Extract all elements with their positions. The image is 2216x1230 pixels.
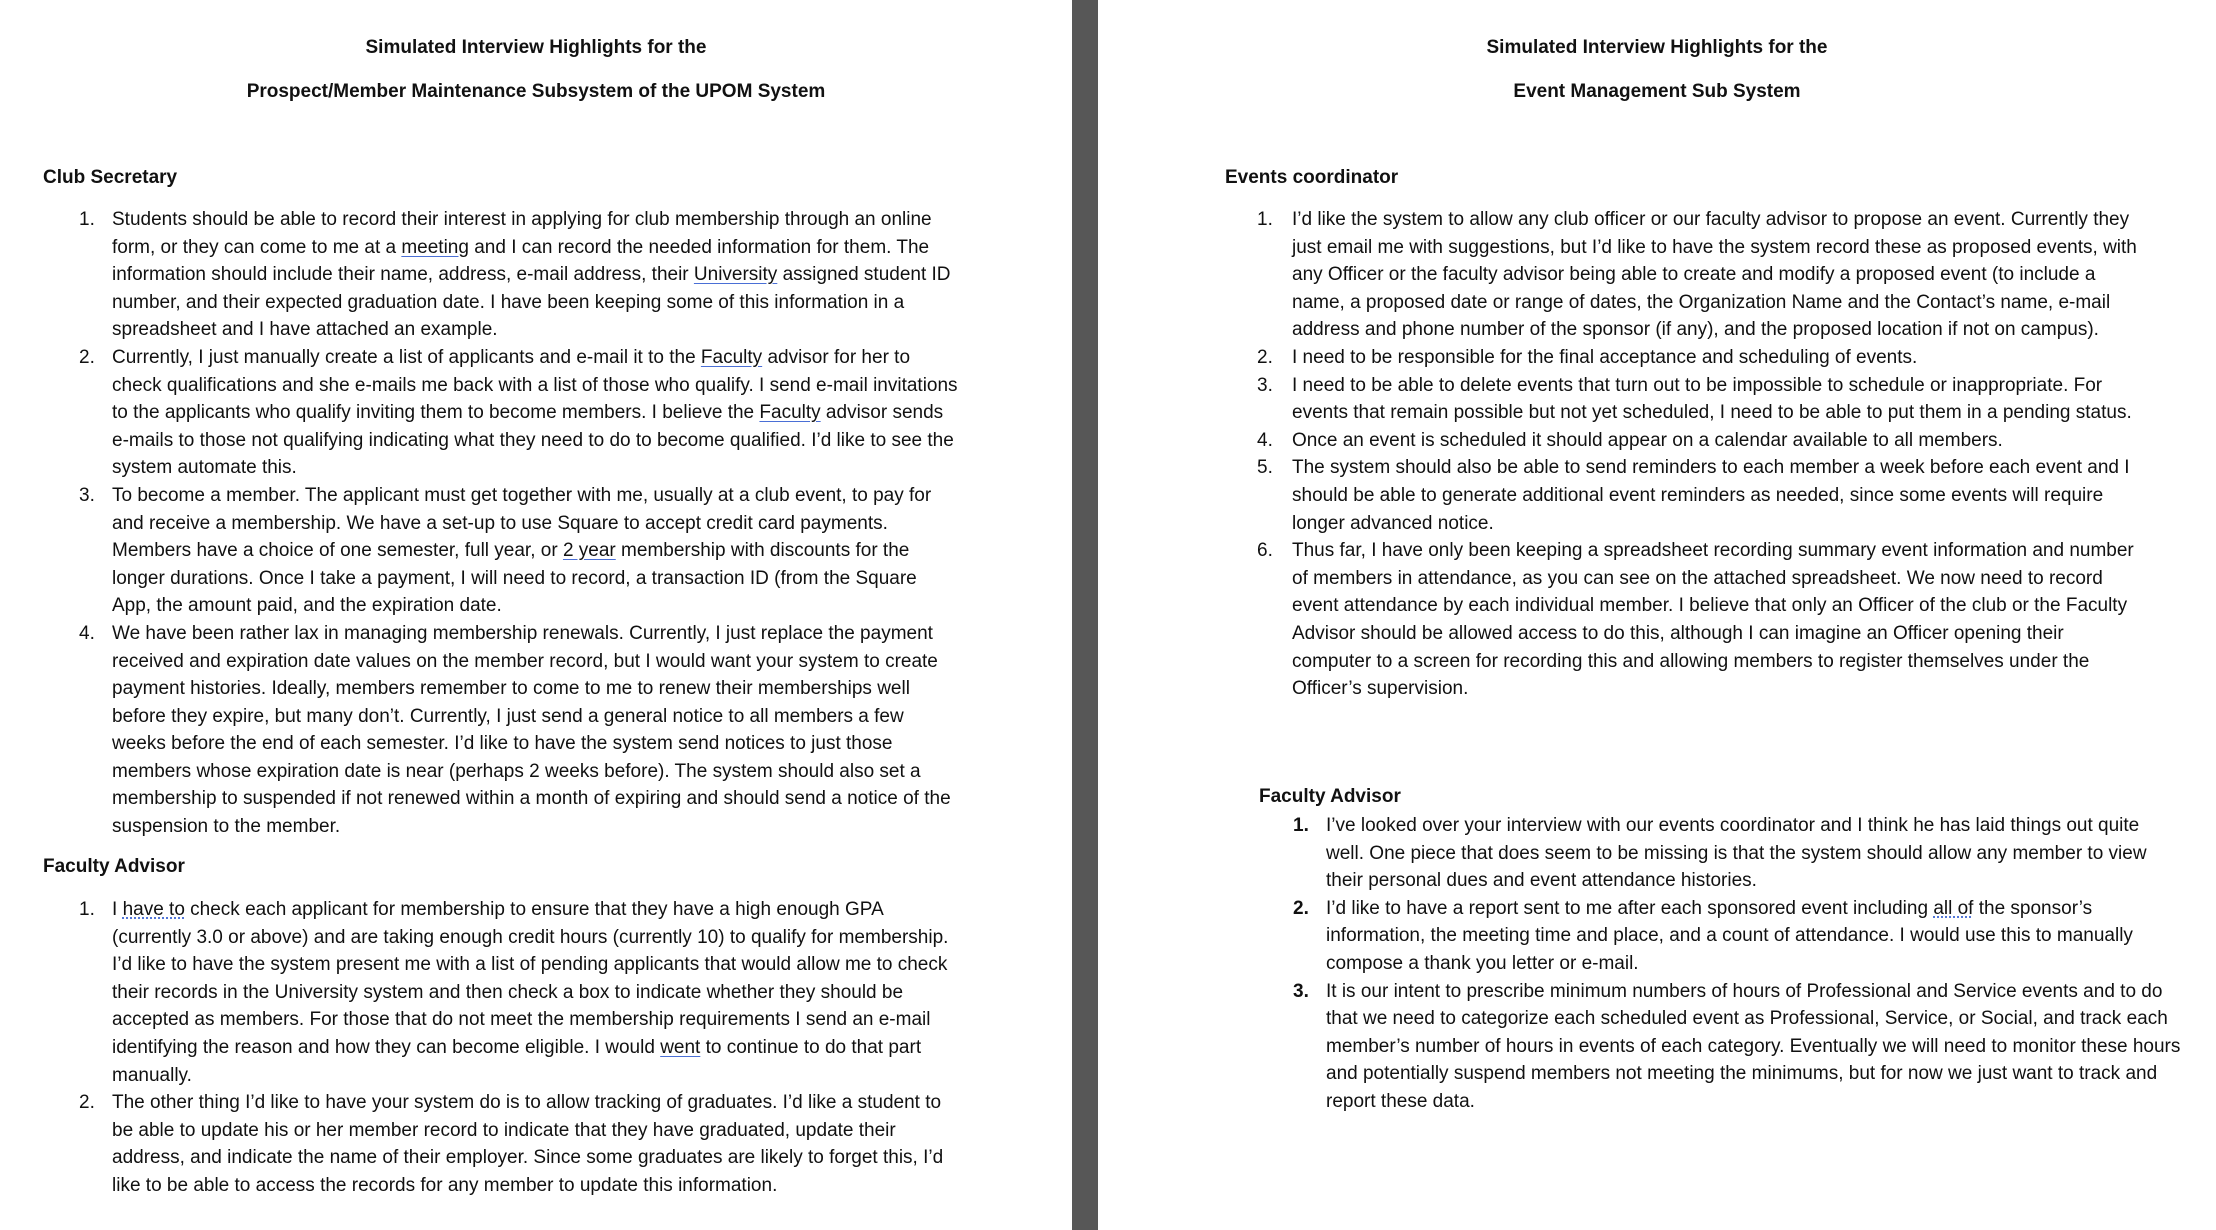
spellcheck-word[interactable]: University [693, 264, 778, 286]
item-text: advisor for her to check qualifications and she e-mails me back with a list of those who qualify. I send e-mail invitations to the applicants who qualify inviting them to become members. I believe the [112, 346, 958, 424]
item-number: 1. [1293, 815, 1309, 836]
item-number: 3. [79, 484, 95, 506]
item-number: 3. [1257, 374, 1273, 396]
item-number: 6. [1257, 540, 1273, 562]
item-number: 2. [79, 1092, 95, 1114]
item-number: 2. [1293, 897, 1309, 919]
list-item [1257, 454, 2148, 537]
right-title-line-2: Event Management Sub System [1513, 81, 1801, 102]
list-item [79, 1089, 960, 1199]
faculty-advisor-list [79, 896, 960, 1200]
events-coordinator-heading: Events coordinator [1225, 167, 1399, 188]
item-text: I’ve looked over your interview with our events coordinator and I think he has laid things out quite well. One piece that does seem to be missing is that the system should allow any member to view their personal dues and event attendance histories. [1326, 815, 2147, 892]
item-text: The other thing I’d like to have your system do is to allow tracking of graduates. I’d like a student to be able to update his or her member record to indicate that they have graduated, update their address, and indicate the name of their employer. Since some graduates are likely to forget this, I’d like to be able to access the records for any member to update this information. [112, 1092, 944, 1196]
item-text: Thus far, I have only been keeping a spreadsheet recording summary event information and number of members in attendance, as you can see on the attached spreadsheet. We now need to record event attendance by each individual member. I believe that only an Officer of the club or the Faculty Advisor should be allowed access to do this, although I can imagine an Officer opening their computer to a screen for recording this and allowing members to register themselves under the Officer’s supervision. [1292, 540, 2134, 700]
list-item [1257, 427, 2148, 455]
item-text: We have been rather lax in managing membership renewals. Currently, I just replace the payment received and expiration date values on the member record, but I would want your system to create payment histories. Ideally, members remember to come to me to renew their memberships well before they expire, but many don’t. Currently, I just send a general notice to all members a few weeks before the end of each semester. I’d like to have the system send notices to just those members whose expiration date is near (perhaps 2 weeks before). The system should also set a membership to suspended if not renewed within a month of expiring and should send a notice of the suspension to the member. [112, 622, 951, 838]
faculty-advisor-list [1293, 812, 2182, 1116]
spellcheck-word[interactable]: meeting [401, 236, 469, 258]
right-title-line-1: Simulated Interview Highlights for the [1486, 37, 1828, 58]
item-text: Currently, I just manually create a list of applicants and e-mail it to the [112, 346, 701, 368]
item-text: I’d like the system to allow any club officer or our faculty advisor to propose an event. Currently they just email me with suggestions, but I’d like to have the system record these as proposed events, with any Officer or the faculty advisor being able to create and modify a proposed event (to include a name, a proposed date or range of dates, the Organization Name and the Contact’s name, e-mail address and phone number of the sponsor (if any), and the proposed location if not on campus). [1292, 209, 2137, 341]
item-text: The system should also be able to send reminders to each member a week before each event and I should be able to generate additional event reminders as needed, since some events will require longer advanced notice. [1292, 457, 2130, 534]
faculty-advisor-heading: Faculty Advisor [1259, 786, 1401, 807]
item-text: check each applicant for membership to ensure that they have a high enough GPA (currently 3.0 or above) and are taking enough credit hours (currently 10) to qualify for membership. I’d like to have the system present me with a list of pending applicants that would allow me to check their records in the University system and then check a box to indicate whether they should be accepted as members. For those that do not meet the membership requirements I send an e-mail identifying the reason and how they can become eligible. I would [112, 899, 949, 1058]
club-secretary-list [79, 206, 960, 841]
list-item [1293, 812, 2182, 895]
item-text: To become a member. The applicant must get together with me, usually at a club event, to pay for and receive a membership. We have a set-up to use Square to accept credit card payments. Members have a choice of one semester, full year, or [112, 484, 932, 562]
item-text: advisor sends e-mails to those not qualifying indicating what they need to do to become qualified. I’d like to see the system automate this. [112, 402, 954, 479]
club-secretary-heading: Club Secretary [43, 167, 178, 188]
list-item [79, 206, 960, 344]
list-item [79, 620, 960, 841]
item-number: 2. [79, 346, 95, 368]
grammar-flag-word[interactable]: have to [122, 899, 185, 920]
item-text: I’d like to have a report sent to me after each sponsored event including [1326, 897, 1934, 919]
item-number: 4. [1257, 429, 1273, 451]
left-title-line-2: Prospect/Member Maintenance Subsystem of the UPOM System [246, 81, 826, 102]
item-text: the sponsor’s information, the meeting time and place, and a count of attendance. I would use this to manually compose a thank you letter or e-mail. [1326, 897, 2133, 974]
spellcheck-word[interactable]: went [660, 1036, 701, 1058]
item-text: I need to be able to delete events that turn out to be impossible to schedule or inappropriate. For events that remain possible but not yet scheduled, I need to be able to put them in a pending status. [1292, 374, 2132, 424]
item-text: assigned student ID number, and their expected graduation date. I have been keeping some of this information in a spreadsheet and I have attached an example. [112, 264, 951, 341]
item-text: Students should be able to record their interest in applying for club membership through an online form, or they can come to me at a [112, 209, 932, 258]
events-coordinator-list [1257, 206, 2148, 703]
item-text: I need to be responsible for the final acceptance and scheduling of events. [1292, 346, 1918, 368]
list-item [1257, 344, 2148, 372]
list-item [79, 344, 960, 482]
item-text: I [112, 899, 123, 920]
item-number: 1. [79, 209, 95, 230]
list-item [1257, 537, 2148, 703]
item-number: 2. [1257, 346, 1273, 368]
list-item [1293, 895, 2182, 978]
grammar-flag-word[interactable]: all of [1933, 897, 1974, 919]
faculty-advisor-heading: Faculty Advisor [43, 856, 185, 877]
item-number: 3. [1293, 980, 1309, 1002]
item-text: membership with discounts for the longer durations. Once I take a payment, I will need to record, a transaction ID (from the Square App, the amount paid, and the expiration date. [112, 540, 917, 617]
item-text: It is our intent to prescribe minimum numbers of hours of Professional and Service events and to do that we need to categorize each scheduled event as Professional, Service, or Social, and track each member’s number of hours in events of each category. Eventually we will need to monitor these hours and potentially suspend members not meeting the minimums, but for now we just want to track and report these data. [1326, 980, 2181, 1112]
spellcheck-word[interactable]: Faculty [759, 402, 821, 424]
spellcheck-word[interactable]: Faculty [700, 346, 763, 368]
left-document-page [0, 0, 1072, 1230]
list-item [1293, 978, 2182, 1116]
spellcheck-word[interactable]: 2 year [562, 540, 616, 562]
list-item [79, 896, 960, 1089]
list-item [1257, 206, 2148, 344]
item-number: 1. [79, 899, 95, 920]
right-document-page [1098, 0, 2216, 1230]
list-item [79, 482, 960, 620]
item-text: Once an event is scheduled it should appear on a calendar available to all members. [1292, 429, 2003, 451]
item-number: 4. [79, 622, 95, 644]
item-number: 5. [1257, 457, 1273, 479]
page-divider [1072, 0, 1098, 1230]
item-text: and I can record the needed information for them. The information should include their name, address, e-mail address, their [112, 236, 930, 286]
item-number: 1. [1257, 209, 1273, 230]
list-item [1257, 372, 2148, 427]
item-text: to continue to do that part manually. [112, 1036, 922, 1086]
left-title-line-1: Simulated Interview Highlights for the [365, 37, 707, 58]
